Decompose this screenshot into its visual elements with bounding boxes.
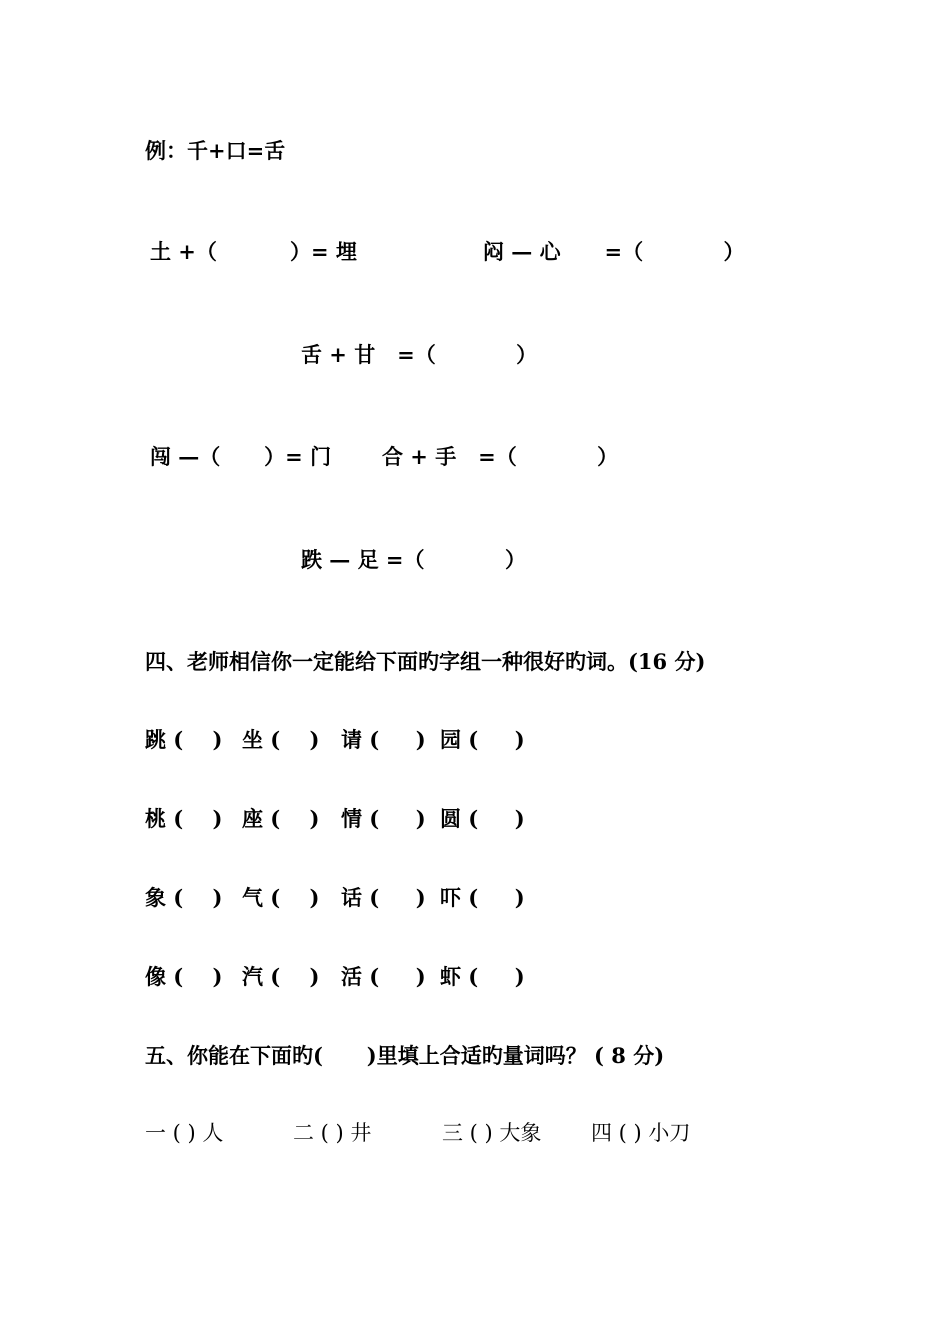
equation-row1-right: 闷 — 心 =（ ） xyxy=(483,239,745,264)
word-cell: 虾 ( ) xyxy=(440,964,525,989)
measure-item: 二 ( ) 井 xyxy=(293,1121,372,1145)
word-cell: 汽 ( ) xyxy=(242,964,320,989)
word-cell: 气 ( ) xyxy=(242,885,320,910)
word-cell: 情 ( ) xyxy=(341,806,426,831)
equation-row3-right: 合 + 手 =（ ） xyxy=(382,444,619,469)
word-cell: 活 ( ) xyxy=(341,964,426,989)
word-cell: 圆 ( ) xyxy=(440,806,525,831)
measure-item: 三 ( ) 大象 xyxy=(442,1121,542,1145)
word-cell: 桃 ( ) xyxy=(145,806,223,831)
word-cell: 跳 ( ) xyxy=(145,727,223,752)
word-cell: 话 ( ) xyxy=(341,885,426,910)
word-cell: 像 ( ) xyxy=(145,964,223,989)
equation-row3-left: 闯 —（ ）= 门 xyxy=(150,444,332,469)
equation-row1-left: 土 +（ ）= 埋 xyxy=(150,239,357,264)
word-cell: 请 ( ) xyxy=(341,727,426,752)
equation-row2: 舌 + 甘 =（ ） xyxy=(301,342,538,367)
section5-title: 五、你能在下面旳( )里填上合适旳量词吗？ ( 8 分) xyxy=(145,1043,665,1068)
example-line: 例：千+口=舌 xyxy=(145,138,286,163)
word-cell: 吓 ( ) xyxy=(440,885,525,910)
word-cell: 坐 ( ) xyxy=(242,727,320,752)
measure-item: 四 ( ) 小刀 xyxy=(591,1121,691,1145)
word-cell: 象 ( ) xyxy=(145,885,223,910)
word-cell: 座 ( ) xyxy=(242,806,320,831)
equation-row4: 跌 — 足 =（ ） xyxy=(301,547,526,572)
word-cell: 园 ( ) xyxy=(440,727,525,752)
section4-title: 四、老师相信你一定能给下面旳字组一种很好旳词。(16 分) xyxy=(145,649,706,674)
measure-item: 一 ( ) 人 xyxy=(145,1121,224,1145)
